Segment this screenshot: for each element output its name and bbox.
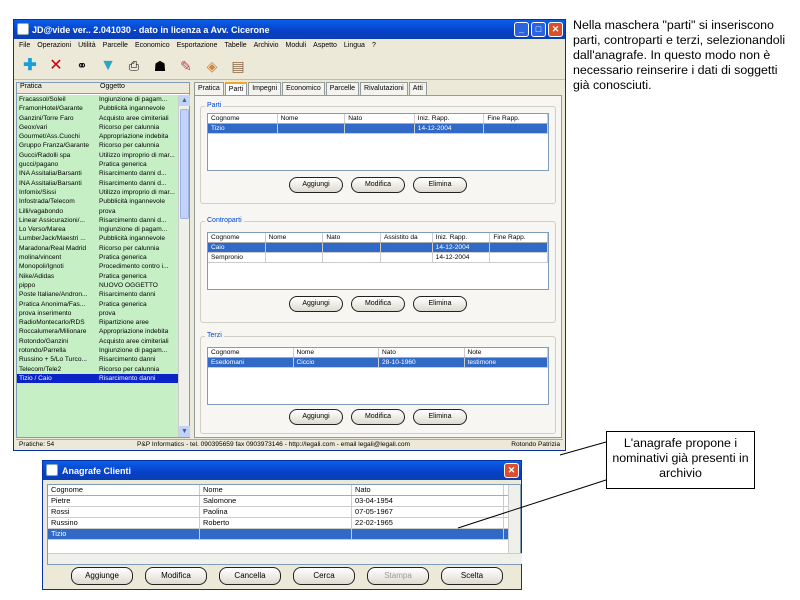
practice-name: Maradona/Real Madrid	[19, 244, 87, 252]
controparti-header-cell[interactable]: Cognome	[208, 233, 266, 242]
practice-name: Monopoli/Ignoti	[19, 263, 64, 271]
menu-item[interactable]: Archivio	[253, 42, 279, 49]
practice-subject: Ricorso per calunnia	[99, 142, 160, 150]
dialog-button-scelta[interactable]: Scelta	[441, 567, 503, 585]
practice-name: Roccalumera/Milionare	[19, 328, 87, 336]
controparti-group-label: Controparti	[207, 217, 242, 224]
terzi-delete-button[interactable]: Elimina	[413, 409, 467, 425]
header-oggetto[interactable]: Oggetto	[100, 83, 125, 90]
practice-subject: prova	[99, 207, 116, 215]
close-button[interactable]: ✕	[548, 22, 563, 37]
anagrafe-header-cell[interactable]: Nome	[200, 485, 352, 495]
tab-pratica[interactable]: Pratica	[194, 82, 224, 95]
terzi-cell: Ciccio	[294, 358, 380, 367]
controparti-header-cell[interactable]: Nome	[266, 233, 324, 242]
parti-cell: Tizio	[208, 124, 278, 133]
practice-name: INA Assitalia/Barsanti	[19, 179, 82, 187]
practice-subject: prova	[99, 309, 116, 317]
practice-name: Nike/Adidas	[19, 272, 55, 280]
menu-item[interactable]: Tabelle	[224, 42, 247, 49]
practice-subject: Ingiunzione di pagam...	[99, 226, 168, 234]
practice-name: Gourmet/Ass.Cuochi	[19, 133, 80, 141]
practice-subject: Utilizzo improprio di mar...	[99, 188, 175, 196]
person-icon[interactable]: ☗	[153, 57, 167, 74]
controparti-cell: 14-12-2004	[433, 243, 491, 252]
practice-name: Telecom/Tele2	[19, 365, 62, 373]
anagrafe-cell: Rossi	[48, 507, 200, 517]
practice-name: Tizio / Caio	[19, 374, 52, 382]
terzi-header-cell[interactable]: Note	[465, 348, 549, 357]
practice-name: molina/vincent	[19, 254, 62, 262]
dialog-button-modifica[interactable]: Modifica	[145, 567, 207, 585]
controparti-edit-button[interactable]: Modifica	[351, 296, 405, 312]
practice-name: INA Assitalia/Barsanti	[19, 170, 82, 178]
menu-item[interactable]: Aspetto	[313, 42, 337, 49]
practice-subject: Utilizzo improprio di mar...	[99, 151, 175, 159]
tab-rivalutazioni[interactable]: Rivalutazioni	[360, 82, 408, 95]
practice-name: Fracassol/Soleil	[19, 96, 66, 103]
parti-group-label: Parti	[207, 102, 222, 109]
practice-subject: Risarcimento danni	[99, 374, 156, 382]
anagrafe-cell: Paolina	[200, 507, 352, 517]
practice-name: Pratica Anonima/Fas...	[19, 300, 86, 308]
practice-subject: Procedimento contro i...	[99, 263, 169, 271]
practice-subject: Pubblicità ingannevole	[99, 105, 165, 113]
controparti-cell: Caio	[208, 243, 266, 252]
callout-line-bottom	[458, 480, 606, 528]
menu-item[interactable]: Moduli	[285, 42, 307, 49]
status-info: P&P Informatics - tel. 090395659 fax 0903973146 - http://legali.com - email legali@legali.com	[137, 441, 411, 448]
controparti-cell: Sempronio	[208, 253, 266, 262]
anagrafe-cell: Salomone	[200, 496, 352, 506]
delete-icon[interactable]: ✕	[49, 56, 63, 74]
controparti-header-cell[interactable]: Fine Rapp.	[490, 233, 548, 242]
practice-subject: Ingiunzione di pagam...	[99, 347, 168, 355]
practice-name: Russino + 5/Lo Turco...	[19, 356, 87, 364]
practice-subject: Ingiunzione di pagam...	[99, 96, 168, 103]
practice-name: rotondo/Parrella	[19, 347, 66, 355]
practice-subject: NUOVO OGGETTO	[99, 281, 158, 289]
menu-item[interactable]: Economico	[134, 42, 170, 49]
parti-add-button[interactable]: Aggiungi	[289, 177, 343, 193]
practice-subject: Appropriazione indebita	[99, 328, 169, 336]
status-user: Rotondo Patrizia	[511, 441, 560, 448]
notes-icon[interactable]: ✎	[180, 57, 192, 74]
practice-name: Lo Verso/Marea	[19, 226, 66, 234]
practice-subject: Ricorso per calunnia	[99, 123, 160, 131]
scroll-down-icon[interactable]: ▼	[179, 426, 190, 437]
tab-impegni[interactable]: Impegni	[248, 82, 281, 95]
practice-name: Lilli/vagabondo	[19, 207, 63, 215]
practice-subject: Pratica generica	[99, 254, 147, 262]
terzi-header-cell[interactable]: Nato	[379, 348, 465, 357]
parti-edit-button[interactable]: Modifica	[351, 177, 405, 193]
anagrafe-cell: Russino	[48, 518, 200, 528]
tab-economico[interactable]: Economico	[282, 82, 325, 95]
controparti-add-button[interactable]: Aggiungi	[289, 296, 343, 312]
callout-line-top	[560, 442, 606, 455]
terzi-header-cell[interactable]: Nome	[294, 348, 380, 357]
annotation-parti: Nella maschera "parti" si inseriscono parti, controparti e terzi, selezionandoli dall'anagrafe. In questo modo non è necessario reinserire i dati di soggetti già conosciuti.	[573, 18, 786, 92]
practice-subject: Ricorso per calunnia	[99, 365, 160, 373]
menu-item[interactable]: File	[19, 42, 31, 49]
practice-name: gucci/pagano	[19, 161, 59, 169]
annotation-anagrafe: L'anagrafe propone i nominativi già presenti in archivio	[606, 431, 755, 489]
controparti-header-cell[interactable]: Nato	[323, 233, 381, 242]
tab-parcelle[interactable]: Parcelle	[326, 82, 359, 95]
anagrafe-cell: 03-04-1954	[352, 496, 504, 506]
practice-subject: Pubblicità ingannevole	[99, 198, 165, 206]
parti-header-cell[interactable]: Nome	[278, 114, 346, 123]
terzi-cell: 28-10-1960	[379, 358, 465, 367]
practice-subject: Risarcimento danni	[99, 291, 156, 299]
practice-subject: Pratica generica	[99, 161, 147, 169]
practice-name: Poste Italiane/Andron...	[19, 291, 88, 299]
filter-icon[interactable]: ▼	[100, 56, 116, 74]
anagrafe-cell: Roberto	[200, 518, 352, 528]
terzi-edit-button[interactable]: Modifica	[351, 409, 405, 425]
anagrafe-header-cell[interactable]: Cognome	[48, 485, 200, 495]
practice-name: Geox/vari	[19, 123, 48, 131]
practice-name: Linear Assicurazioni/...	[19, 216, 85, 224]
practice-subject: Ripartizione aree	[99, 319, 149, 327]
tags-icon[interactable]: ◈	[206, 57, 218, 74]
terzi-header-cell[interactable]: Cognome	[208, 348, 294, 357]
terzi-add-button[interactable]: Aggiungi	[289, 409, 343, 425]
practice-name: prova inserimento	[19, 309, 72, 317]
practice-subject: Risarcimento danni d...	[99, 216, 167, 224]
binoculars-icon[interactable]: ⚭	[76, 57, 88, 73]
controparti-header-cell[interactable]: Assistito da	[381, 233, 433, 242]
controparti-cell: 14-12-2004	[433, 253, 491, 262]
anagrafe-cell: 22-02-1965	[352, 518, 504, 528]
practice-name: Infomix/Sissi	[19, 188, 57, 196]
anagrafe-header-cell[interactable]: Nato	[352, 485, 504, 495]
practice-name: LumberJack/Maestri ...	[19, 235, 86, 243]
practice-subject: Ricorso per calunnia	[99, 244, 160, 252]
practice-subject: Pratica generica	[99, 272, 147, 280]
practice-subject: Risarcimento danni	[99, 356, 156, 364]
parti-header-cell[interactable]: Iniz. Rapp.	[415, 114, 485, 123]
menu-item[interactable]: Utilità	[78, 42, 96, 49]
dialog-button-cancella[interactable]: Cancella	[219, 567, 281, 585]
tab-atti[interactable]: Atti	[409, 82, 427, 95]
status-count: Pratiche: 54	[19, 441, 55, 448]
tab-parti[interactable]: Parti	[225, 82, 247, 95]
practice-subject: Risarcimento danni d...	[99, 170, 167, 178]
maximize-button[interactable]: □	[531, 22, 546, 37]
practice-subject: Acquisto aree cimiteriali	[99, 114, 169, 122]
practice-name: Rotondo/Ganzini	[19, 337, 69, 345]
controparti-delete-button[interactable]: Elimina	[413, 296, 467, 312]
anagrafe-cell: Tizio	[48, 529, 200, 539]
practice-subject: Acquisto aree cimiteriali	[99, 337, 169, 345]
scroll-up-icon[interactable]: ▲	[179, 95, 190, 106]
practice-name: FramonHotel/Garante	[19, 105, 83, 113]
books-icon[interactable]: ▤	[231, 57, 245, 74]
controparti-header-cell[interactable]: Iniz. Rapp.	[433, 233, 491, 242]
practice-subject: Pratica generica	[99, 300, 147, 308]
anagrafe-cell: 07-05-1967	[352, 507, 504, 517]
window-title: JD@vide ver.. 2.041030 - dato in licenza a Avv. Cicerone	[32, 24, 270, 35]
practice-subject: Risarcimento danni d...	[99, 179, 167, 187]
parti-header-cell[interactable]: Cognome	[208, 114, 278, 123]
practice-subject: Pubblicità ingannevole	[99, 235, 165, 243]
practice-name: Infostrada/Telecom	[19, 198, 75, 206]
dialog-title: Anagrafe Clienti	[62, 465, 132, 476]
menu-item[interactable]: Operazioni	[37, 42, 72, 49]
practice-name: Ganzini/Torre Faro	[19, 114, 74, 122]
practice-subject: Appropriazione indebita	[99, 133, 169, 141]
anagrafe-cell: Pietre	[48, 496, 200, 506]
add-icon[interactable]: ✚	[23, 56, 37, 74]
menu-item[interactable]: Lingua	[343, 42, 365, 49]
menu-item[interactable]: ?	[371, 42, 376, 49]
dialog-button-cerca[interactable]: Cerca	[293, 567, 355, 585]
dialog-close-button[interactable]: ✕	[504, 463, 519, 478]
menu-item[interactable]: Esportazione	[176, 42, 218, 49]
menu-item[interactable]: Parcelle	[102, 42, 128, 49]
dialog-button-stampa[interactable]: Stampa	[367, 567, 429, 585]
header-pratica[interactable]: Pratica	[20, 83, 42, 90]
practice-name: pippo	[19, 281, 36, 289]
terzi-cell: Esedomani	[208, 358, 294, 367]
practice-name: Gruppo Franza/Garante	[19, 142, 90, 150]
parti-delete-button[interactable]: Elimina	[413, 177, 467, 193]
practice-name: RadioMontecarlo/RDS	[19, 319, 85, 327]
parti-header-cell[interactable]: Nato	[345, 114, 415, 123]
parti-header-cell[interactable]: Fine Rapp.	[484, 114, 548, 123]
print-icon[interactable]: ⎙	[128, 57, 140, 73]
practice-name: Gucci/Radolli spa	[19, 151, 71, 159]
terzi-cell: testimone	[465, 358, 549, 367]
minimize-button[interactable]: _	[514, 22, 529, 37]
parti-cell: 14-12-2004	[415, 124, 485, 133]
terzi-group-label: Terzi	[207, 332, 222, 339]
dialog-button-aggiunge[interactable]: Aggiunge	[71, 567, 133, 585]
